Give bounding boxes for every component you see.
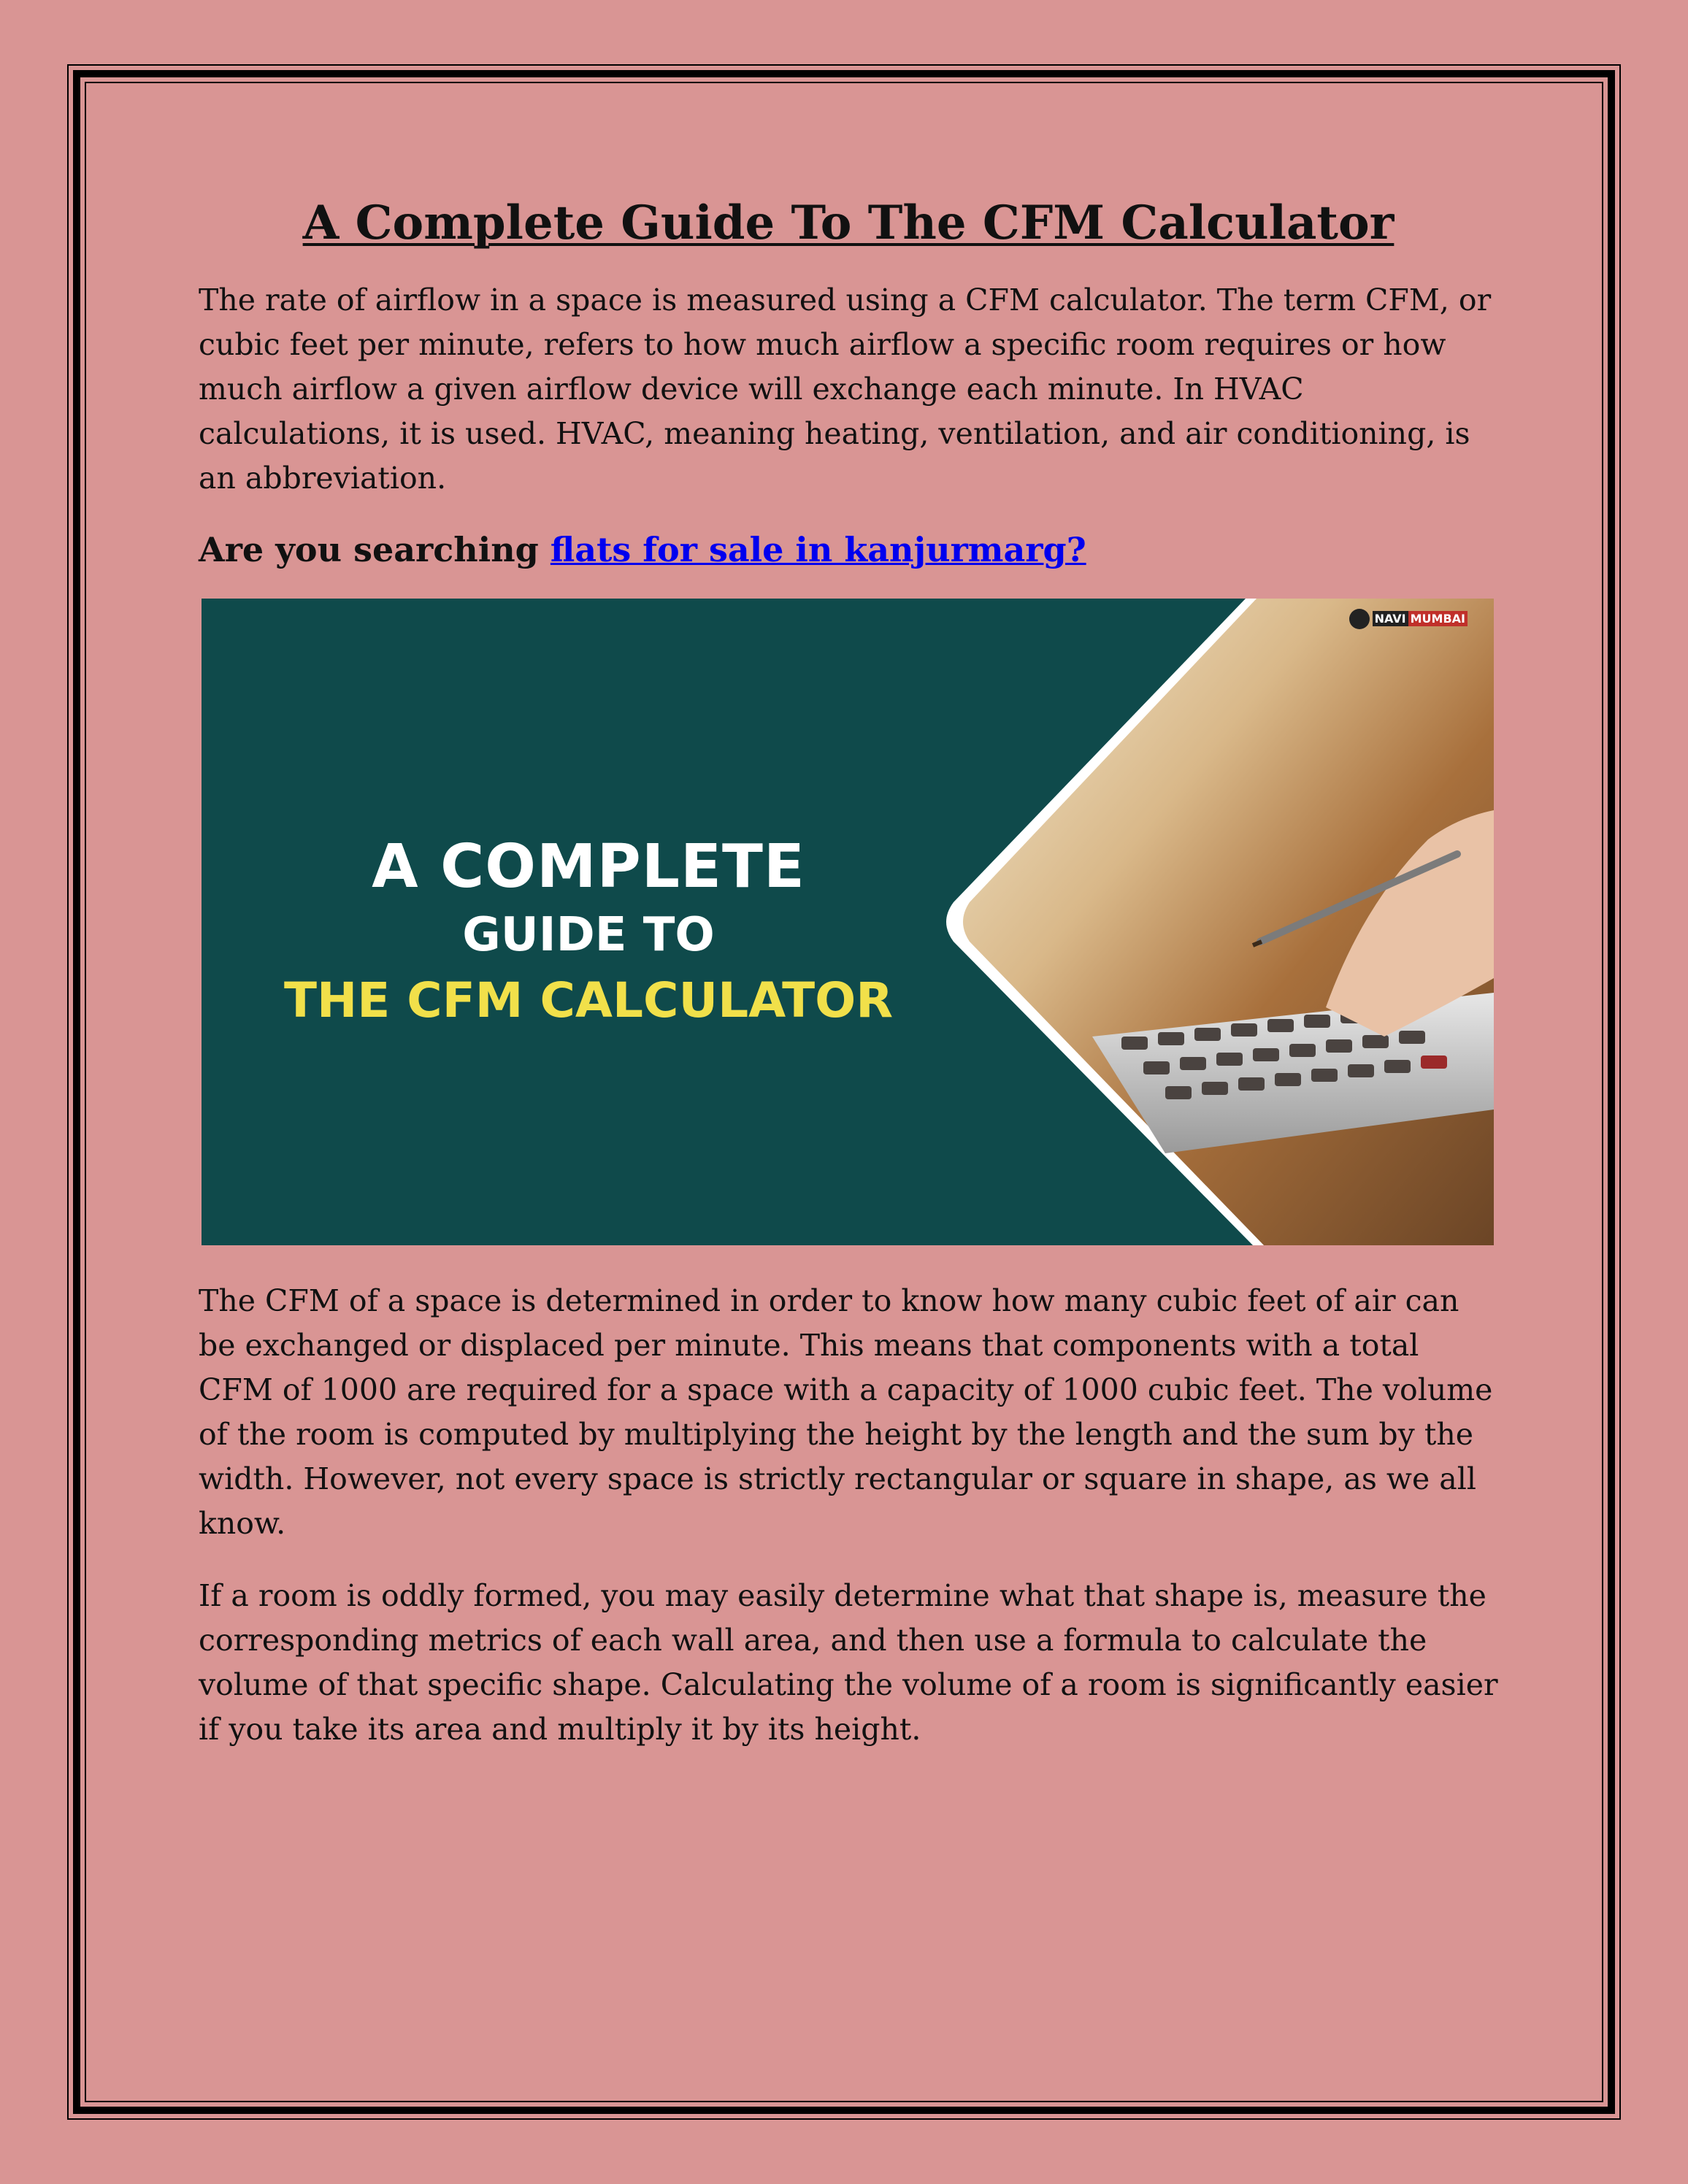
logo-mark-icon: [1349, 609, 1370, 629]
banner-line-2: GUIDE TO: [462, 907, 715, 962]
search-prefix: Are you searching: [199, 529, 550, 569]
guide-banner-image: [202, 599, 1494, 1245]
brand-logo: [1349, 609, 1468, 629]
banner-line-3: THE CFM CALCULATOR: [283, 972, 894, 1028]
odd-room-paragraph: If a room is oddly formed, you may easily determine what that shape is, measure the corresponding metrics of each wall area, and then use a formula to calculate the volume of that specific shape. Calculating the volume of a room is significantly easier if you take its area and multiply it by its height.: [199, 1577, 1498, 1747]
document-body: [199, 196, 1498, 1780]
banner-line-1: A COMPLETE: [372, 831, 805, 901]
logo-text-part1: NAVI: [1373, 611, 1408, 626]
cfm-volume-paragraph: The CFM of a space is determined in order to know how many cubic feet of air can be exchanged or displaced per minute. This means that components with a total CFM of 1000 are required for a space with a capacity of 1000 cubic feet. The volume of the room is computed by multiplying the height by the length and the sum by the width. However, not every space is strictly rectangular or square in shape, as we all know.: [199, 1283, 1493, 1541]
flats-for-sale-link[interactable]: flats for sale in kanjurmarg?: [550, 529, 1086, 569]
document-title: A Complete Guide To The CFM Calculator: [302, 196, 1394, 250]
search-heading: [199, 528, 1498, 572]
intro-paragraph: The rate of airflow in a space is measured using a CFM calculator. The term CFM, or cubic feet per minute, refers to how much airflow a specific room requires or how much airflow a given airflow device will exchange each minute. In HVAC calculations, it is used. HVAC, meaning heating, ventilation, and air conditioning, is an abbreviation.: [199, 282, 1492, 496]
banner-headline: [202, 832, 975, 1034]
logo-text-part2: MUMBAI: [1408, 611, 1468, 626]
